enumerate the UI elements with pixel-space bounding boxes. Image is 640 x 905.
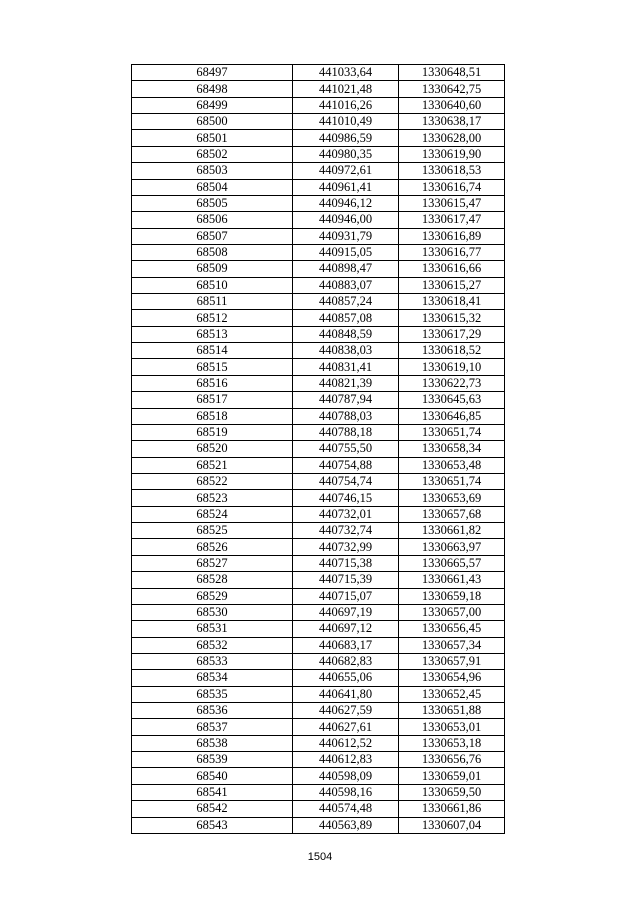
x-coordinate-cell: 440598,16 <box>293 784 399 800</box>
x-coordinate-cell: 440715,39 <box>293 572 399 588</box>
x-coordinate-cell: 440627,61 <box>293 719 399 735</box>
x-coordinate-cell: 440732,99 <box>293 539 399 555</box>
table-row <box>132 555 505 571</box>
x-coordinate-cell: 440682,83 <box>293 653 399 669</box>
x-coordinate-cell: 441016,26 <box>293 97 399 113</box>
y-coordinate-cell: 1330646,85 <box>399 408 505 424</box>
y-coordinate-cell: 1330651,74 <box>399 473 505 489</box>
table-row <box>132 506 505 522</box>
point-number-cell: 68512 <box>132 310 293 326</box>
y-coordinate-cell: 1330616,89 <box>399 228 505 244</box>
point-number-cell: 68531 <box>132 621 293 637</box>
y-coordinate-cell: 1330615,47 <box>399 195 505 211</box>
x-coordinate-cell: 440838,03 <box>293 343 399 359</box>
y-coordinate-cell: 1330653,18 <box>399 735 505 751</box>
y-coordinate-cell: 1330616,77 <box>399 244 505 260</box>
x-coordinate-cell: 440563,89 <box>293 817 399 833</box>
point-number-cell: 68538 <box>132 735 293 751</box>
x-coordinate-cell: 440754,88 <box>293 457 399 473</box>
y-coordinate-cell: 1330654,96 <box>399 670 505 686</box>
point-number-cell: 68521 <box>132 457 293 473</box>
table-row <box>132 441 505 457</box>
y-coordinate-cell: 1330656,76 <box>399 752 505 768</box>
table-row <box>132 653 505 669</box>
y-coordinate-cell: 1330648,51 <box>399 65 505 81</box>
x-coordinate-cell: 440732,74 <box>293 523 399 539</box>
y-coordinate-cell: 1330645,63 <box>399 392 505 408</box>
x-coordinate-cell: 440883,07 <box>293 277 399 293</box>
x-coordinate-cell: 440946,00 <box>293 212 399 228</box>
point-number-cell: 68522 <box>132 473 293 489</box>
table-row <box>132 490 505 506</box>
y-coordinate-cell: 1330651,88 <box>399 703 505 719</box>
y-coordinate-cell: 1330619,90 <box>399 146 505 162</box>
point-number-cell: 68537 <box>132 719 293 735</box>
table-row <box>132 359 505 375</box>
point-number-cell: 68541 <box>132 784 293 800</box>
point-number-cell: 68514 <box>132 343 293 359</box>
y-coordinate-cell: 1330658,34 <box>399 441 505 457</box>
point-number-cell: 68534 <box>132 670 293 686</box>
y-coordinate-cell: 1330607,04 <box>399 817 505 833</box>
table-row <box>132 752 505 768</box>
point-number-cell: 68519 <box>132 424 293 440</box>
x-coordinate-cell: 440641,80 <box>293 686 399 702</box>
table-row <box>132 703 505 719</box>
x-coordinate-cell: 440946,12 <box>293 195 399 211</box>
point-number-cell: 68530 <box>132 604 293 620</box>
table-row <box>132 801 505 817</box>
x-coordinate-cell: 440848,59 <box>293 326 399 342</box>
point-number-cell: 68515 <box>132 359 293 375</box>
y-coordinate-cell: 1330657,00 <box>399 604 505 620</box>
table-row <box>132 523 505 539</box>
y-coordinate-cell: 1330659,50 <box>399 784 505 800</box>
table-row <box>132 408 505 424</box>
table-row <box>132 621 505 637</box>
point-number-cell: 68509 <box>132 261 293 277</box>
y-coordinate-cell: 1330622,73 <box>399 375 505 391</box>
y-coordinate-cell: 1330651,74 <box>399 424 505 440</box>
table-row <box>132 784 505 800</box>
table-row <box>132 195 505 211</box>
point-number-cell: 68542 <box>132 801 293 817</box>
y-coordinate-cell: 1330617,29 <box>399 326 505 342</box>
x-coordinate-cell: 440697,19 <box>293 604 399 620</box>
table-row <box>132 261 505 277</box>
y-coordinate-cell: 1330663,97 <box>399 539 505 555</box>
x-coordinate-cell: 440787,94 <box>293 392 399 408</box>
table-row <box>132 146 505 162</box>
x-coordinate-cell: 440857,24 <box>293 294 399 310</box>
point-number-cell: 68526 <box>132 539 293 555</box>
table-row <box>132 244 505 260</box>
y-coordinate-cell: 1330661,82 <box>399 523 505 539</box>
point-number-cell: 68516 <box>132 375 293 391</box>
table-row <box>132 686 505 702</box>
table-row <box>132 424 505 440</box>
point-number-cell: 68501 <box>132 130 293 146</box>
x-coordinate-cell: 440655,06 <box>293 670 399 686</box>
table-row <box>132 294 505 310</box>
table-row <box>132 277 505 293</box>
point-number-cell: 68532 <box>132 637 293 653</box>
x-coordinate-cell: 440788,18 <box>293 424 399 440</box>
x-coordinate-cell: 440972,61 <box>293 163 399 179</box>
table-row <box>132 768 505 784</box>
table-row <box>132 719 505 735</box>
y-coordinate-cell: 1330618,52 <box>399 343 505 359</box>
y-coordinate-cell: 1330657,34 <box>399 637 505 653</box>
table-row <box>132 343 505 359</box>
x-coordinate-cell: 440715,38 <box>293 555 399 571</box>
x-coordinate-cell: 440574,48 <box>293 801 399 817</box>
point-number-cell: 68520 <box>132 441 293 457</box>
y-coordinate-cell: 1330616,74 <box>399 179 505 195</box>
x-coordinate-cell: 441010,49 <box>293 114 399 130</box>
x-coordinate-cell: 441021,48 <box>293 81 399 97</box>
x-coordinate-cell: 440746,15 <box>293 490 399 506</box>
point-number-cell: 68528 <box>132 572 293 588</box>
table-row <box>132 473 505 489</box>
table-row <box>132 392 505 408</box>
point-number-cell: 68524 <box>132 506 293 522</box>
table-row <box>132 735 505 751</box>
y-coordinate-cell: 1330638,17 <box>399 114 505 130</box>
table-row <box>132 637 505 653</box>
x-coordinate-cell: 440831,41 <box>293 359 399 375</box>
y-coordinate-cell: 1330661,43 <box>399 572 505 588</box>
y-coordinate-cell: 1330657,91 <box>399 653 505 669</box>
y-coordinate-cell: 1330659,01 <box>399 768 505 784</box>
table-row <box>132 375 505 391</box>
y-coordinate-cell: 1330615,27 <box>399 277 505 293</box>
x-coordinate-cell: 440915,05 <box>293 244 399 260</box>
point-number-cell: 68536 <box>132 703 293 719</box>
table-row <box>132 179 505 195</box>
point-number-cell: 68497 <box>132 65 293 81</box>
x-coordinate-cell: 440986,59 <box>293 130 399 146</box>
point-number-cell: 68503 <box>132 163 293 179</box>
point-number-cell: 68511 <box>132 294 293 310</box>
y-coordinate-cell: 1330657,68 <box>399 506 505 522</box>
table-row <box>132 310 505 326</box>
point-number-cell: 68499 <box>132 97 293 113</box>
table-row <box>132 81 505 97</box>
x-coordinate-cell: 440931,79 <box>293 228 399 244</box>
table-row <box>132 130 505 146</box>
y-coordinate-cell: 1330617,47 <box>399 212 505 228</box>
point-number-cell: 68507 <box>132 228 293 244</box>
x-coordinate-cell: 440898,47 <box>293 261 399 277</box>
point-number-cell: 68513 <box>132 326 293 342</box>
y-coordinate-cell: 1330653,01 <box>399 719 505 735</box>
x-coordinate-cell: 441033,64 <box>293 65 399 81</box>
table-row <box>132 65 505 81</box>
y-coordinate-cell: 1330653,48 <box>399 457 505 473</box>
y-coordinate-cell: 1330619,10 <box>399 359 505 375</box>
y-coordinate-cell: 1330665,57 <box>399 555 505 571</box>
y-coordinate-cell: 1330618,53 <box>399 163 505 179</box>
y-coordinate-cell: 1330640,60 <box>399 97 505 113</box>
table-row <box>132 97 505 113</box>
y-coordinate-cell: 1330653,69 <box>399 490 505 506</box>
point-number-cell: 68508 <box>132 244 293 260</box>
y-coordinate-cell: 1330616,66 <box>399 261 505 277</box>
point-number-cell: 68504 <box>132 179 293 195</box>
table-row <box>132 588 505 604</box>
point-number-cell: 68535 <box>132 686 293 702</box>
x-coordinate-cell: 440754,74 <box>293 473 399 489</box>
y-coordinate-cell: 1330628,00 <box>399 130 505 146</box>
x-coordinate-cell: 440755,50 <box>293 441 399 457</box>
point-number-cell: 68539 <box>132 752 293 768</box>
coordinates-table-container <box>131 64 504 834</box>
page-number: 1504 <box>307 851 333 863</box>
y-coordinate-cell: 1330615,32 <box>399 310 505 326</box>
table-body <box>132 65 505 834</box>
x-coordinate-cell: 440715,07 <box>293 588 399 604</box>
point-number-cell: 68502 <box>132 146 293 162</box>
coordinates-table <box>131 64 505 834</box>
x-coordinate-cell: 440683,17 <box>293 637 399 653</box>
point-number-cell: 68523 <box>132 490 293 506</box>
x-coordinate-cell: 440857,08 <box>293 310 399 326</box>
table-row <box>132 539 505 555</box>
y-coordinate-cell: 1330642,75 <box>399 81 505 97</box>
y-coordinate-cell: 1330659,18 <box>399 588 505 604</box>
point-number-cell: 68518 <box>132 408 293 424</box>
point-number-cell: 68529 <box>132 588 293 604</box>
y-coordinate-cell: 1330618,41 <box>399 294 505 310</box>
y-coordinate-cell: 1330661,86 <box>399 801 505 817</box>
x-coordinate-cell: 440612,52 <box>293 735 399 751</box>
table-row <box>132 457 505 473</box>
point-number-cell: 68517 <box>132 392 293 408</box>
table-row <box>132 817 505 833</box>
point-number-cell: 68506 <box>132 212 293 228</box>
x-coordinate-cell: 440732,01 <box>293 506 399 522</box>
table-row <box>132 228 505 244</box>
point-number-cell: 68510 <box>132 277 293 293</box>
table-row <box>132 114 505 130</box>
y-coordinate-cell: 1330652,45 <box>399 686 505 702</box>
table-row <box>132 572 505 588</box>
table-row <box>132 670 505 686</box>
point-number-cell: 68525 <box>132 523 293 539</box>
point-number-cell: 68505 <box>132 195 293 211</box>
x-coordinate-cell: 440627,59 <box>293 703 399 719</box>
table-row <box>132 212 505 228</box>
table-row <box>132 604 505 620</box>
x-coordinate-cell: 440961,41 <box>293 179 399 195</box>
point-number-cell: 68543 <box>132 817 293 833</box>
x-coordinate-cell: 440980,35 <box>293 146 399 162</box>
point-number-cell: 68540 <box>132 768 293 784</box>
x-coordinate-cell: 440788,03 <box>293 408 399 424</box>
point-number-cell: 68500 <box>132 114 293 130</box>
x-coordinate-cell: 440598,09 <box>293 768 399 784</box>
table-row <box>132 163 505 179</box>
x-coordinate-cell: 440821,39 <box>293 375 399 391</box>
point-number-cell: 68498 <box>132 81 293 97</box>
table-row <box>132 326 505 342</box>
point-number-cell: 68527 <box>132 555 293 571</box>
x-coordinate-cell: 440612,83 <box>293 752 399 768</box>
point-number-cell: 68533 <box>132 653 293 669</box>
x-coordinate-cell: 440697,12 <box>293 621 399 637</box>
y-coordinate-cell: 1330656,45 <box>399 621 505 637</box>
